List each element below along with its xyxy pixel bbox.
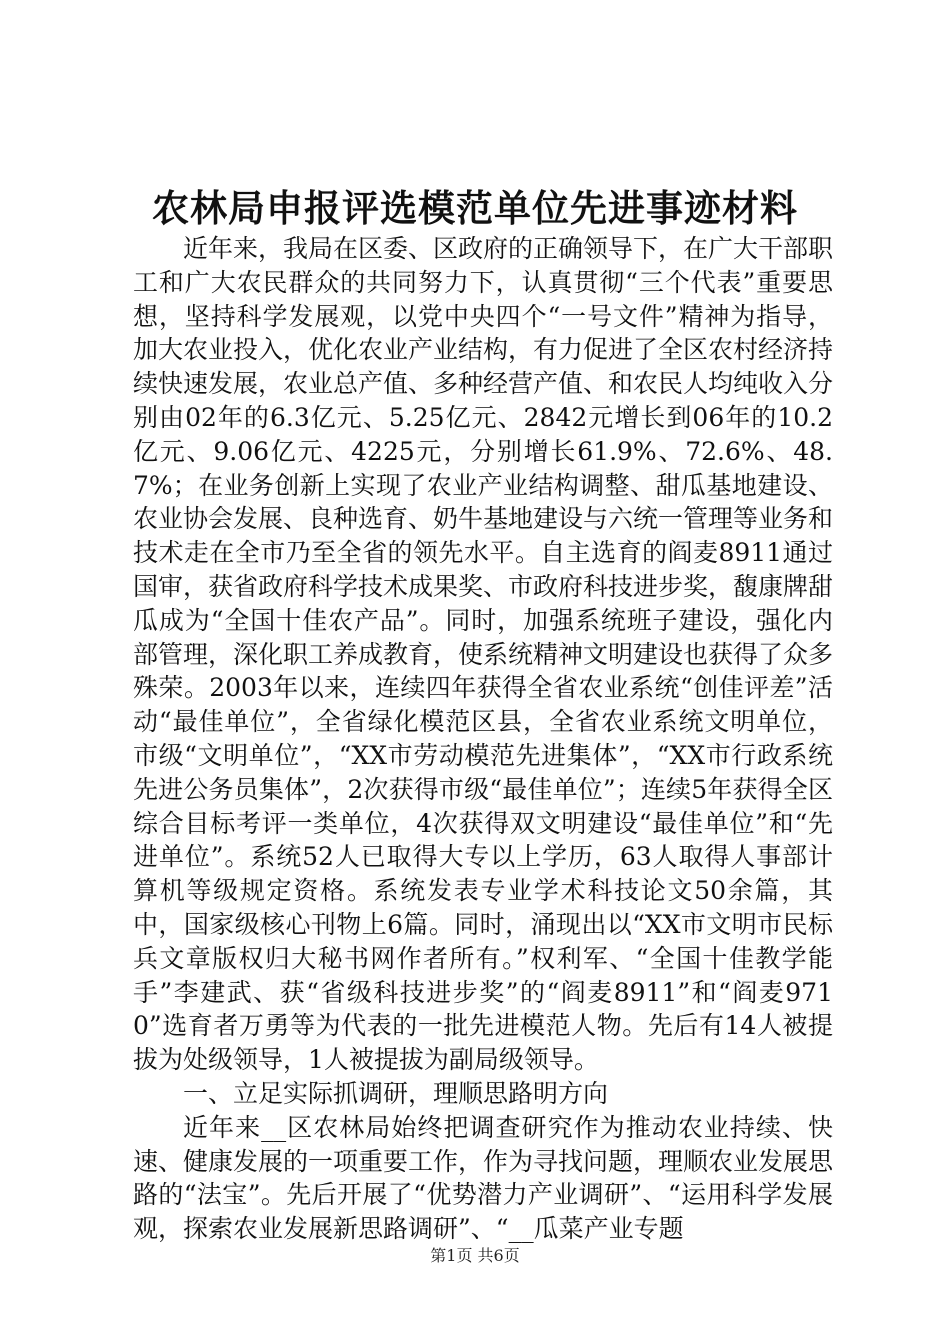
- document-body: [133, 232, 833, 1246]
- page-number-footer: 第1页 共6页: [430, 1246, 520, 1265]
- paragraph-intro: 近年来，我局在区委、区政府的正确领导下，在广大干部职工和广大农民群众的共同努力下，认真贯彻“三个代表”重要思想，坚持科学发展观，以党中央四个“一号文件”精神为指导，加大农业投入，优化农业产业结构，有力促进了全区农村经济持续快速发展，农业总产值、多种经营产值、和农民人均纯收入分别由02年的6.3亿元、5.25亿元、2842元增长到06年的10.2亿元、9.06亿元、4225元，分别增长61.9%、72.6%、48.7%；在业务创新上实现了农业产业结构调整、甜瓜基地建设、农业协会发展、良种选育、奶牛基地建设与六统一管理等业务和技术走在全市乃至全省的领先水平。自主选育的阎麦8911通过国审，获省政府科学技术成果奖、市政府科技进步奖，馥康牌甜瓜成为“全国十佳农产品”。同时，加强系统班子建设，强化内部管理，深化职工养成教育，使系统精神文明建设也获得了众多殊荣。2003年以来，连续四年获得全省农业系统“创佳评差”活动“最佳单位”，全省绿化模范区县，全省农业系统文明单位，市级“文明单位”，“XX市劳动模范先进集体”，“XX市行政系统先进公务员集体”，2次获得市级“最佳单位”；连续5年获得全区综合目标考评一类单位，4次获得双文明建设“最佳单位”和“先进单位”。系统52人已取得大专以上学历，63人取得人事部计算机等级规定资格。系统发表专业学术科技论文50余篇，其中，国家级核心刊物上6篇。同时，涌现出以“XX市文明市民标兵文章版权归大秘书网作者所有。”权利军、“全国十佳教学能手”李建武、获“省级科技进步奖”的“阎麦8911”和“阎麦9710”选育者万勇等为代表的一批先进模范人物。先后有14人被提拔为处级领导，1人被提拔为副局级领导。: [133, 234, 834, 1075]
- document-title: 农林局申报评选模范单位先进事迹材料: [152, 186, 798, 230]
- section-heading: 一、立足实际抓调研，理顺思路明方向: [183, 1078, 609, 1108]
- paragraph-research: 近年来__区农林局始终把调查研究作为推动农业持续、快速、健康发展的一项重要工作，作为寻找问题，理顺农业发展思路的“法宝”。先后开展了“优势潜力产业调研”、“运用科学发展观，探索农业发展新思路调研”、“__瓜菜产业专题: [133, 1112, 834, 1244]
